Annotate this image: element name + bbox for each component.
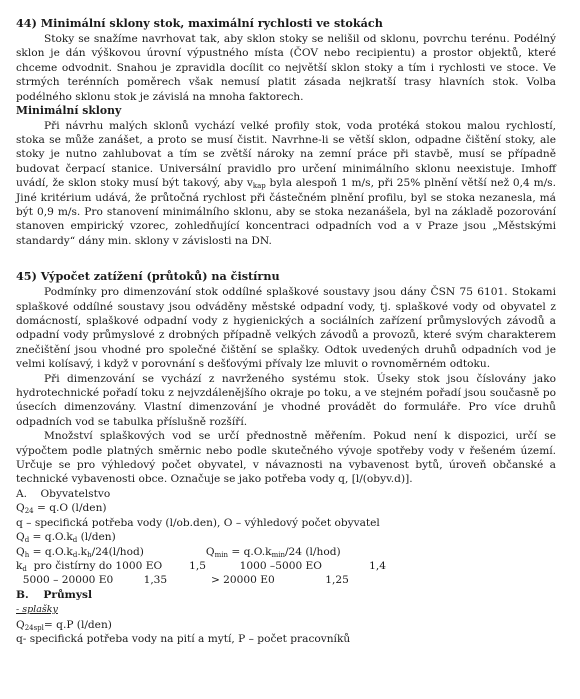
qd-unit: (l/den) — [77, 531, 116, 544]
para2-part-a: Při návrhu malých sklonů vychází velké profily stok, voda protéká stokou malou rychlostí, stoka se může zanášet, a proto se musí čistit. Navrhne-li se větší sklon, odpadne čištění stoky, ale stoky je nutno zahlubovat a tím se zvětší nároky na zemní práce při stavbě, musí se případně budovat čerpací stanice. Universální pravidlo pro určení minimálního sklonu neexistuje. Imhoff uvádí, že sklon stoky musí být takový, aby v — [16, 119, 556, 190]
section-44-title: 44) Minimální sklony stok, maximální rychlosti ve stokách — [16, 16, 383, 30]
section-gap — [16, 248, 556, 263]
kd-values-1: pro čistírny do 1000 EO 1,5 1000 –5000 EO 1,4 — [26, 559, 386, 572]
para2-part-b: byla alespoň 1 m/s, při 25% plnění větší než 0,4 m/s. Jiné kritérium udává, že průtočná rychlost při částečném plnění profilu, byl se stoka nezanesla, má být 0,9 m/s. Pro stanovení minimálního sklonu, aby se stoka nezanášela, byl na základě pozorování stanoven empirický vzorec, zohledňující koncentraci odpadních vod a v Praze jsou „Městskými standardy“ dány min. sklony v závislosti na DN. — [16, 177, 556, 247]
qmin-expression: = q.O.k — [227, 545, 272, 558]
para2-subscript: kap — [252, 182, 266, 191]
qh-symbol: Q — [16, 545, 25, 558]
q-definition: q – specifická potřeba vody (l/ob.den), O – výhledový počet obyvatel — [16, 516, 380, 529]
kd-row-1 — [16, 559, 556, 573]
document-page — [16, 16, 556, 646]
qd-subscript-2: d — [72, 536, 78, 545]
formula-qh-qmin — [16, 545, 556, 559]
qh-subscript-2: d — [72, 550, 78, 559]
qh-expression-2: .k — [77, 545, 88, 558]
heading-b-prumysl: B. Průmysl — [16, 588, 92, 601]
splasky-label: - splašky — [16, 604, 58, 616]
section-44-paragraph-1: Stoky se snažíme navrhovat tak, aby sklon stoky se nelišil od sklonu, povrchu terénu. Podélný sklon je dán výškovou úrovní výpustného místa (ČOV nebo recipientu) a prostor objektů, které chceme odvodnit. Snahou je zpravidla docílit co největší sklon stoky a tím i rychlosti ve stoce. Ve strmých terénních poměrech však nemusí platit zásada nejkratší trasy hlavních stok. Volba podélného sklonu stok je závislá na mnoha faktorech. — [16, 33, 556, 103]
heading-a-obyvatelstvo: A. Obyvatelstvo — [16, 487, 111, 500]
kd-symbol: k — [16, 559, 23, 572]
section-45-title: 45) Výpočet zatížení (průtoků) na čistírnu — [16, 269, 280, 284]
qp-definition: q- specifická potřeba vody na pití a mytí, P – počet pracovníků — [16, 632, 351, 645]
formula-q24 — [16, 501, 556, 515]
qmin-subscript: min — [214, 550, 228, 559]
kd-subscript: d — [22, 564, 27, 573]
qp-subscript: 24spl — [24, 623, 44, 632]
section-45-paragraph-3: Množství splaškových vod se určí přednostně měřením. Pokud není k dispozici, určí se výpočtem podle platných směrnic nebo podle skutečného vývoje spotřeby vody v řešeném území. Určuje se pro výhledový počet obyvatel, v návaznosti na vybavenost bytů, úroveň občanské a technické vybavenosti obce. Označuje se jako potřeba vody q, [l/(obyv.d)]. — [16, 430, 556, 486]
q24-subscript: 24 — [24, 507, 34, 516]
qp-symbol: Q — [16, 618, 25, 631]
section-45-paragraph-1: Podmínky pro dimenzování stok oddílné splaškové soustavy jsou dány ČSN 75 6101. Stokami splaškové oddílné soustavy jsou odváděny městské odpadní vody, tj. splaškové vody od obyvatel z domácností, splaškové odpadní vody z hygienických a sociálních zařízení průmyslových závodů a odpadní vody průmyslové z drobných případně velkých závodů a provozů, které svým charakterem znečištění jsou vhodné pro společné čištění se splašky. Odtok uvedených druhů odpadních vod je velmi kolísavý, i když v porovnání s dešťovými přívaly lze mluvit o rovnoměrném odtoku. — [16, 286, 556, 371]
qd-subscript: d — [24, 536, 30, 545]
qmin-symbol: Q — [205, 545, 215, 558]
q24-symbol: Q — [16, 502, 25, 515]
qh-subscript-3: h — [87, 550, 92, 559]
qmin-subscript-2: min — [271, 550, 285, 559]
section-44-paragraph-2 — [16, 119, 556, 249]
formula-q24spl — [16, 618, 556, 632]
kd-row-2: 5000 – 20000 E0 1,35 > 20000 E0 1,25 — [16, 574, 349, 587]
qd-symbol: Q — [16, 531, 25, 544]
qd-expression: = q.O.k — [29, 531, 73, 544]
qp-expression: = q.P (l/den) — [43, 618, 112, 631]
formula-qd — [16, 530, 556, 544]
q24-expression: = q.O (l/den) — [33, 502, 107, 515]
section-44-subtitle: Minimální sklony — [16, 104, 122, 118]
qh-expression: = q.O.k — [29, 545, 73, 558]
qmin-unit: /24 (l/hod) — [284, 545, 341, 558]
qh-unit: /24(l/hod) — [91, 545, 144, 558]
qh-subscript: h — [24, 550, 30, 559]
section-45-paragraph-2: Při dimenzování se vychází z navrženého systému stok. Úseky stok jsou číslovány jako hydrotechnické pořadí toku z nejvzdálenějšího okraje po toku, a ve stejném pořadí jsou současně po úsecích dimenzovány. Vlastní dimenzování je vhodné provádět do formuláře. Pro více druhů odpadních vod se tabulka příslušně rozšíří. — [16, 372, 556, 428]
